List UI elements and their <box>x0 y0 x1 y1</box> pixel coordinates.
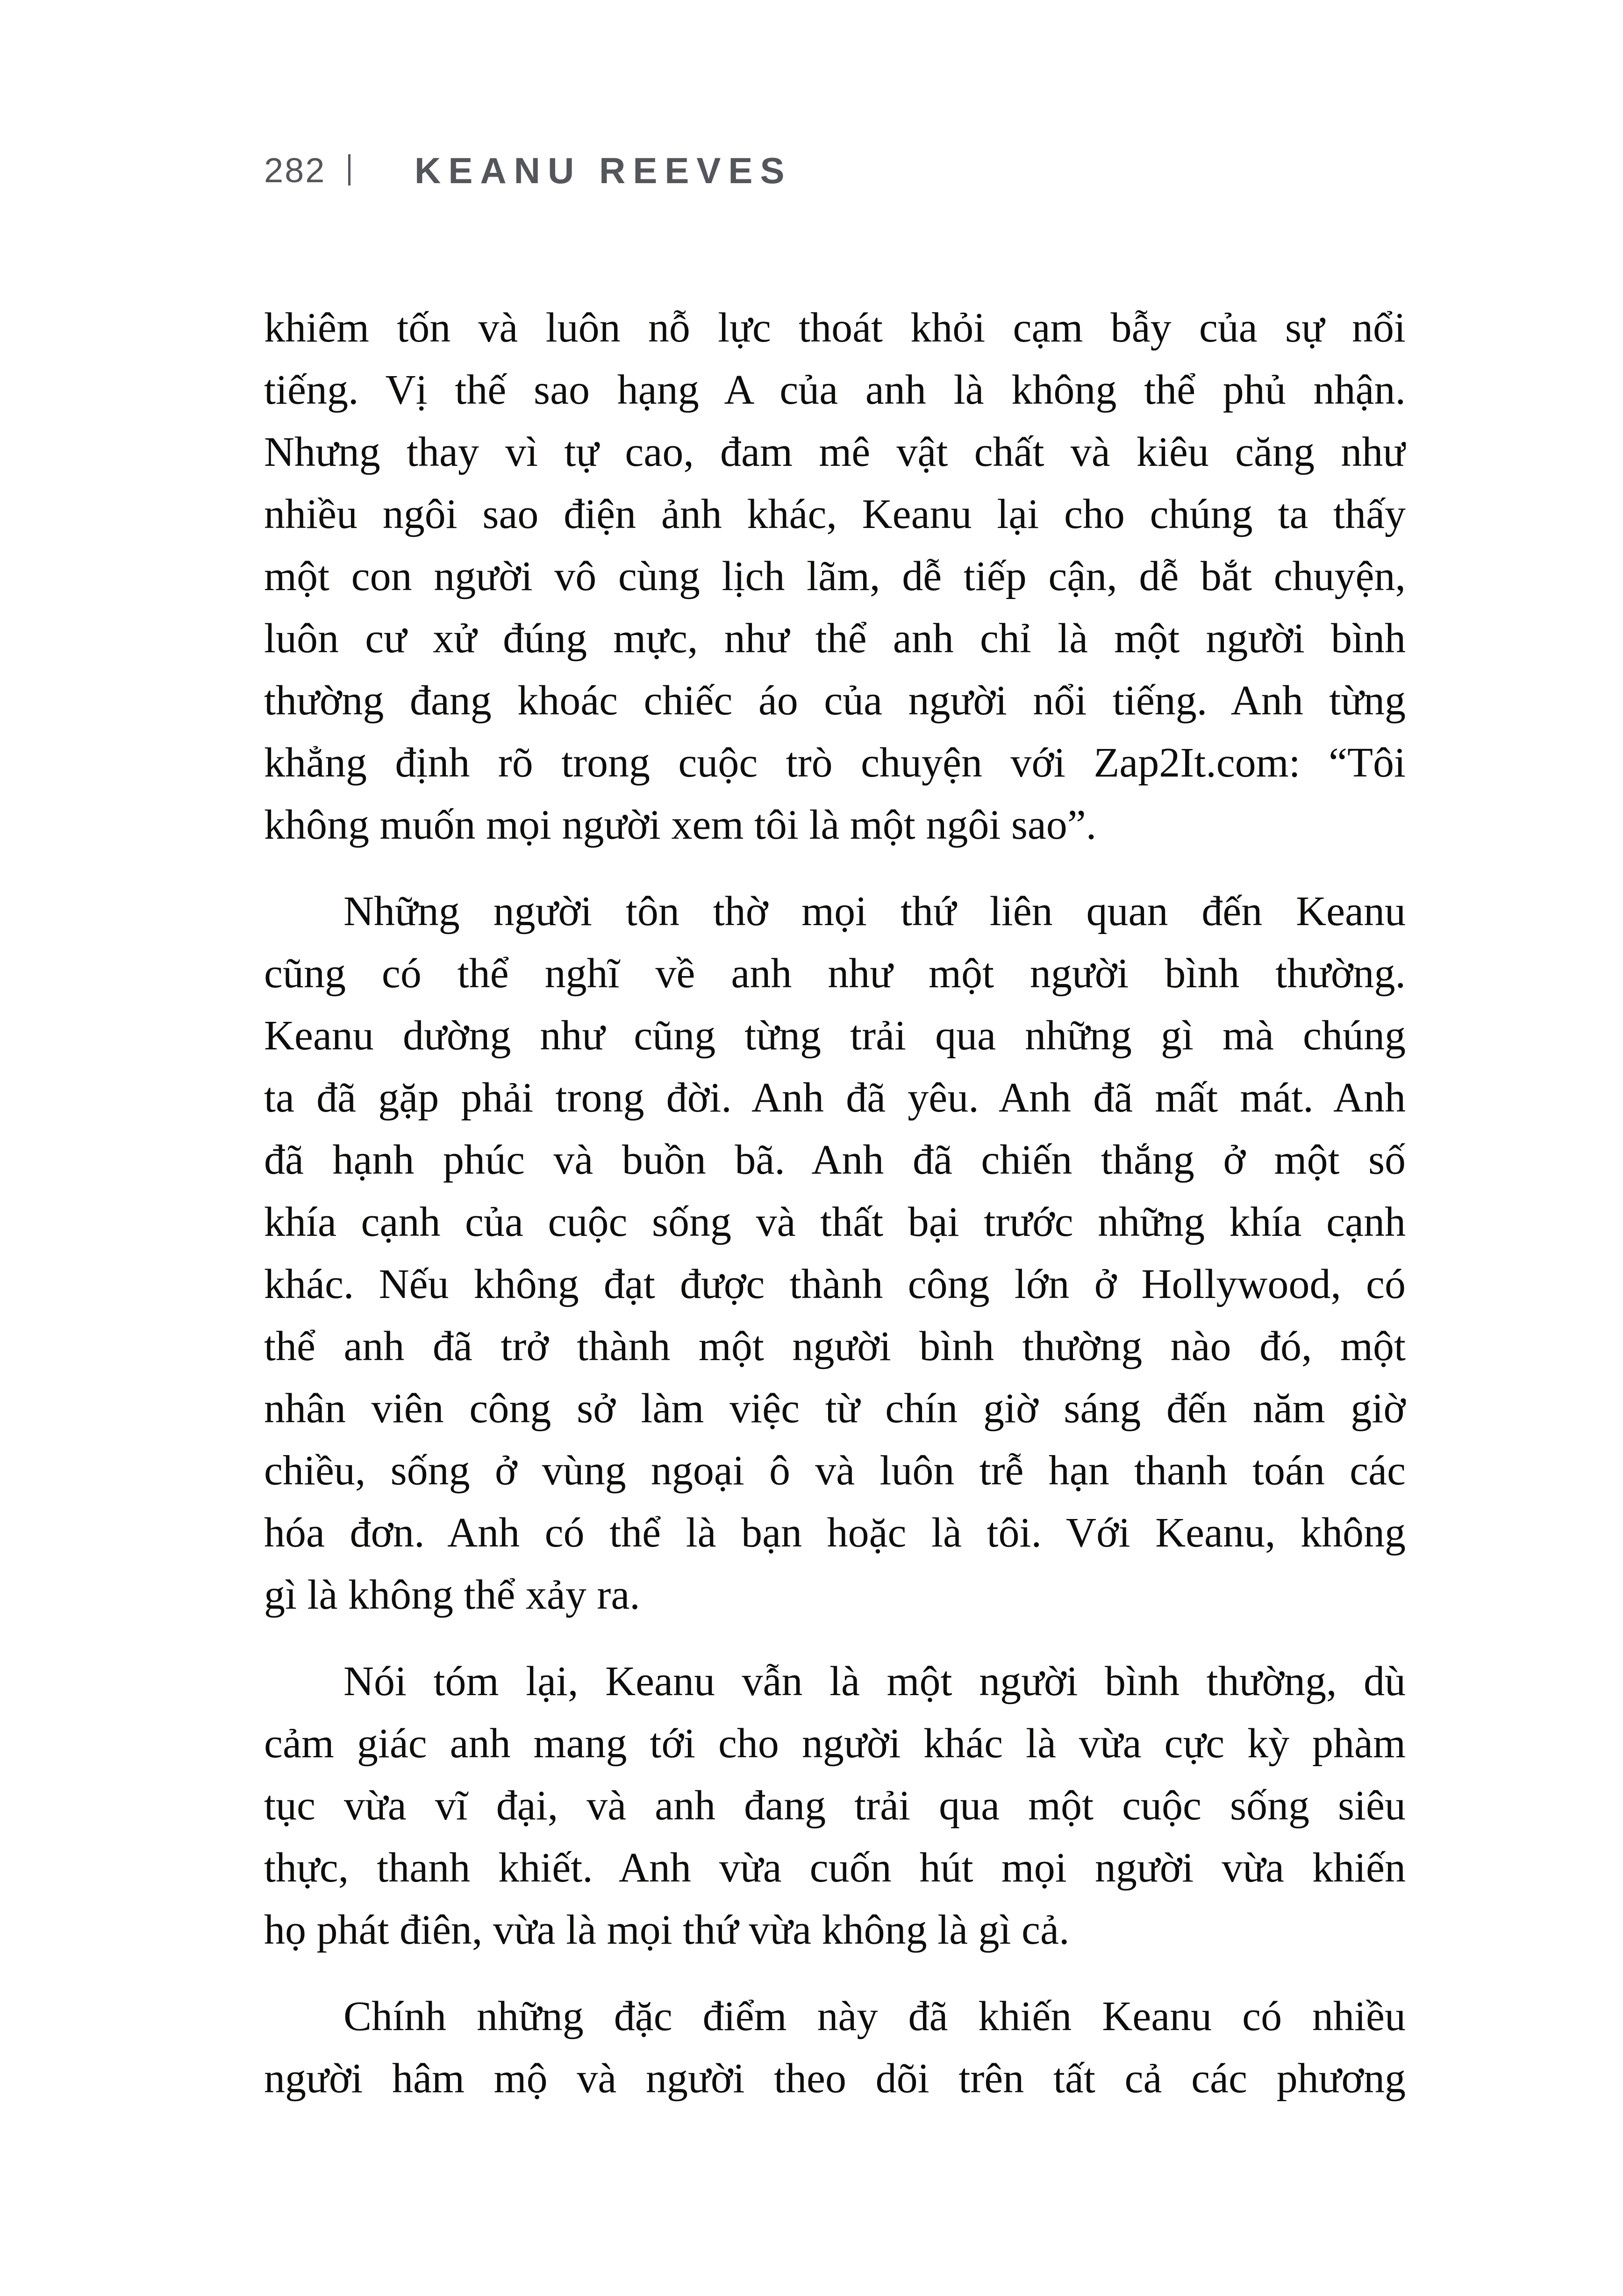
text-block <box>264 297 1406 2110</box>
paragraph <box>264 1985 1406 2110</box>
text-line: thực, thanh khiết. Anh vừa cuốn hút mọi người vừa khiến <box>264 1845 1406 1891</box>
text-line: khẳng định rõ trong cuộc trò chuyện với Zap2It.com: “Tôi <box>264 740 1406 786</box>
text-line: Nhưng thay vì tự cao, đam mê vật chất và kiêu căng như <box>264 429 1406 475</box>
text-line: họ phát điên, vừa là mọi thứ vừa không là gì cả. <box>264 1907 1070 1953</box>
text-line: Những người tôn thờ mọi thứ liên quan đến Keanu <box>343 888 1406 934</box>
paragraph <box>264 1650 1406 1961</box>
text-line: cảm giác anh mang tới cho người khác là vừa cực kỳ phàm <box>264 1720 1406 1767</box>
text-line: thường đang khoác chiếc áo của người nổi tiếng. Anh từng <box>264 677 1406 724</box>
text-line: nhân viên công sở làm việc từ chín giờ sáng đến năm giờ <box>264 1385 1406 1432</box>
page-number: 282 <box>264 151 326 190</box>
text-line: thể anh đã trở thành một người bình thường nào đó, một <box>264 1323 1406 1369</box>
text-line: chiều, sống ở vùng ngoại ô và luôn trễ hạn thanh toán các <box>264 1447 1406 1494</box>
paragraph <box>264 297 1406 856</box>
text-line: ta đã gặp phải trong đời. Anh đã yêu. Anh đã mất mát. Anh <box>264 1075 1406 1121</box>
text-line: người hâm mộ và người theo dõi trên tất cả các phương <box>264 2055 1406 2102</box>
text-line: một con người vô cùng lịch lãm, dễ tiếp cận, dễ bắt chuyện, <box>264 553 1406 599</box>
text-line: gì là không thể xảy ra. <box>264 1572 640 1618</box>
text-line: cũng có thể nghĩ về anh như một người bình thường. <box>264 950 1406 997</box>
text-line: khiêm tốn và luôn nỗ lực thoát khỏi cạm bẫy của sự nổi <box>264 305 1406 351</box>
running-header <box>264 150 1406 191</box>
text-line: Nói tóm lại, Keanu vẫn là một người bình thường, dù <box>343 1658 1406 1704</box>
paragraph <box>264 880 1406 1626</box>
text-line: tiếng. Vị thế sao hạng A của anh là không thể phủ nhận. <box>264 367 1406 413</box>
text-line: Chính những đặc điểm này đã khiến Keanu có nhiều <box>343 1993 1406 2039</box>
text-line: luôn cư xử đúng mực, như thể anh chỉ là một người bình <box>264 615 1406 662</box>
text-line: không muốn mọi người xem tôi là một ngôi sao”. <box>264 802 1097 848</box>
header-divider <box>348 154 350 185</box>
text-line: khía cạnh của cuộc sống và thất bại trước những khía cạnh <box>264 1199 1406 1245</box>
book-title: KEANU REEVES <box>415 150 792 191</box>
text-line: nhiều ngôi sao điện ảnh khác, Keanu lại cho chúng ta thấy <box>264 491 1406 537</box>
text-line: khác. Nếu không đạt được thành công lớn ở Hollywood, có <box>264 1261 1406 1307</box>
text-line: tục vừa vĩ đại, và anh đang trải qua một cuộc sống siêu <box>264 1783 1406 1829</box>
text-line: hóa đơn. Anh có thể là bạn hoặc là tôi. Với Keanu, không <box>264 1510 1406 1556</box>
text-line: đã hạnh phúc và buồn bã. Anh đã chiến thắng ở một số <box>264 1137 1406 1183</box>
text-line: Keanu dường như cũng từng trải qua những gì mà chúng <box>264 1013 1406 1059</box>
